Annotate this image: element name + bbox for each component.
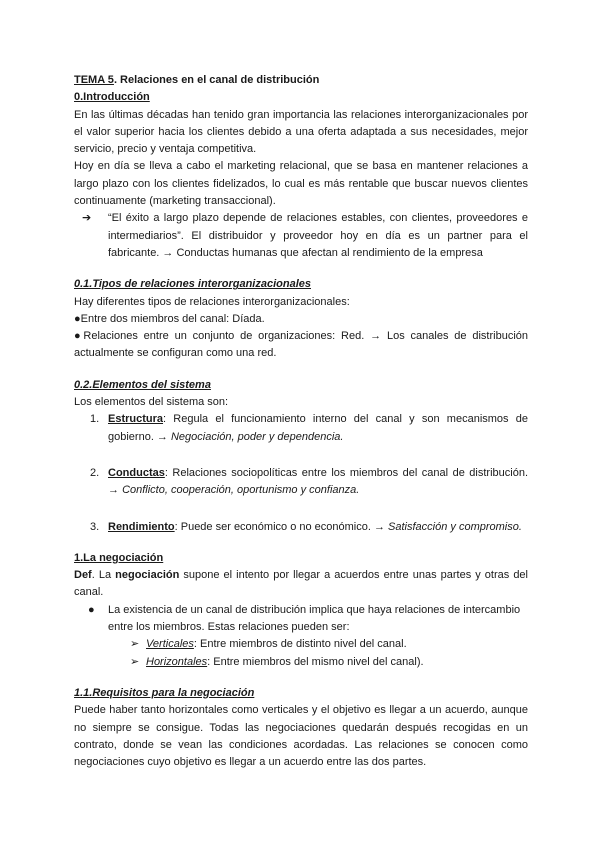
def-mid: . La xyxy=(91,569,116,582)
sub-item-rest: : Entre miembros de distinto nivel del canal. xyxy=(193,638,407,651)
section-0-2-heading: 0.2.Elementos del sistema xyxy=(74,378,211,391)
section-0-1-item-red: ●Relaciones entre un conjunto de organizaciones: Red. → Los canales de distribución actualmente se configuran como una red. xyxy=(74,330,528,360)
section-0-1-intro: Hay diferentes tipos de relaciones interorganizacionales: xyxy=(74,295,350,308)
def-rest: supone el intento por llegar a acuerdos entre unas partes y otras del canal. xyxy=(74,569,528,599)
intro-paragraph-1: En las últimas décadas han tenido gran importancia las relaciones interorganizacionales por el valor superior hacia los clientes debido a una oferta adaptada a sus necesidades, mejor servicio, precio y ventaja competitiva. xyxy=(74,108,528,156)
list-item xyxy=(90,519,528,536)
item-text xyxy=(108,411,528,446)
bullet-text: La existencia de un canal de distribución implica que haya relaciones de intercambio entre los miembros. Estas relaciones pueden ser: xyxy=(108,603,521,634)
sub-item-horizontales xyxy=(130,654,528,671)
section-1-heading: 1.La negociación xyxy=(74,551,164,564)
arrowhead-icon: ➢ xyxy=(130,655,140,668)
def-term: negociación xyxy=(115,569,180,582)
item-term: Conductas xyxy=(108,466,165,479)
item-desc: : Relaciones sociopolíticas entre los miembros del canal de distribución. → xyxy=(108,466,528,497)
sub-item-text xyxy=(146,654,424,671)
list-item xyxy=(90,411,528,446)
exchange-bullet xyxy=(88,602,528,637)
item-number: 2. xyxy=(90,466,100,479)
item-text xyxy=(108,465,528,500)
section-1-1-text: Puede haber tanto horizontales como verticales y el objetivo es llegar a un acuerdo, aunque no siempre se consigue. Todas las negociaciones quedarán después recogidas en un contrato, donde se vean las condiciones acordadas. Las relaciones se conocen como negociaciones cuyo objetivo es llegar a un acuerdo entre las dos partes. xyxy=(74,704,528,769)
bullet-icon: ● xyxy=(88,603,95,616)
sub-item-text xyxy=(146,636,407,653)
item-tail: Conflicto, cooperación, oportunismo y confianza. xyxy=(122,484,360,497)
elements-list xyxy=(74,411,528,535)
section-0-2-intro: Los elementos del sistema son: xyxy=(74,396,229,409)
sub-item-term: Horizontales xyxy=(146,655,208,668)
document-page xyxy=(74,72,528,771)
arrow-icon: ➔ xyxy=(82,212,92,225)
definition xyxy=(74,567,528,602)
section-1-1-heading: 1.1.Requisitos para la negociación xyxy=(74,686,255,699)
list-item xyxy=(90,465,528,500)
section-0-1-heading: 0.1.Tipos de relaciones interorganizacionales xyxy=(74,278,311,291)
item-number: 3. xyxy=(90,520,100,533)
def-label: Def xyxy=(74,569,92,582)
item-number: 1. xyxy=(90,413,100,426)
item-tail: Satisfacción y compromiso. xyxy=(388,520,522,533)
item-term: Estructura xyxy=(108,413,164,426)
title-rest: . Relaciones en el canal de distribución xyxy=(113,74,320,86)
item-tail: Negociación, poder y dependencia. xyxy=(170,430,344,443)
title-prefix: TEMA 5 xyxy=(74,74,114,86)
arrow-quote-text: “El éxito a largo plazo depende de relaciones estables, con clientes, proveedores e intermediarios”. El distribuidor y proveedor hoy en día es un partner para el fabricante. → Conductas humanas que afectan al rendimiento de la empresa xyxy=(108,212,528,259)
intro-paragraph-2: Hoy en día se lleva a cabo el marketing relacional, que se basa en mantener relaciones a largo plazo con los clientes fidelizados, lo cual es más rentable que buscar nuevos clientes continuamente (marketing transaccional). xyxy=(74,160,528,208)
sub-item-rest: : Entre miembros del mismo nivel del canal). xyxy=(207,655,424,668)
sub-item-verticales xyxy=(130,636,528,653)
doc-title xyxy=(74,72,528,89)
sub-item-term: Verticales xyxy=(146,638,194,651)
item-desc: : Puede ser económico o no económico. → xyxy=(174,520,389,533)
arrowhead-icon: ➢ xyxy=(130,638,140,651)
item-desc: : Regula el funcionamiento interno del canal y son mecanismos de gobierno. → xyxy=(108,413,528,443)
intro-heading: 0.Introducción xyxy=(74,91,150,104)
section-0-1-item-diada: ●Entre dos miembros del canal: Díada. xyxy=(74,312,265,325)
arrow-quote xyxy=(82,210,528,262)
item-text xyxy=(108,519,528,536)
item-term: Rendimiento xyxy=(108,520,175,533)
